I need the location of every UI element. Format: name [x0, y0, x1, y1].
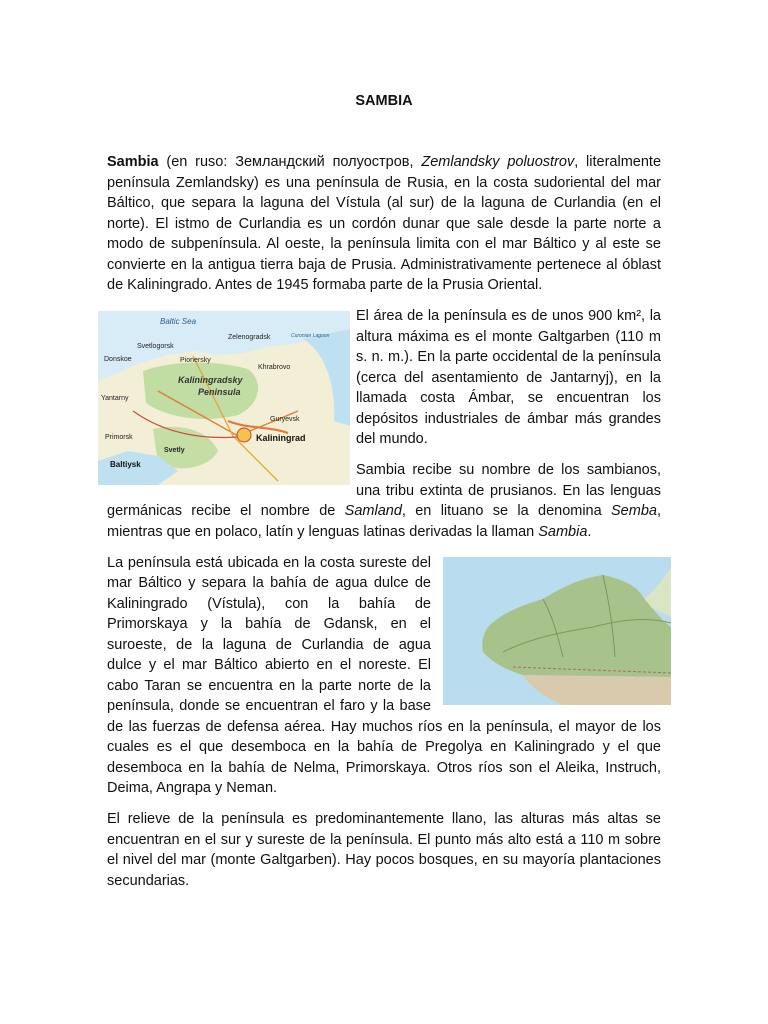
paragraph-name: Sambia recibe su nombre de los sambianos, una tribu extinta de prusianos. En las lenguas germánicas recibe el nombre de Samland, en lituano se la denomina Semba, mientras que en polaco, latín y lenguas latinas derivadas la llaman Sambia. — [107, 462, 661, 540]
paragraph-intro: Sambia (en ruso: Земландский полуостров, Zemlandsky poluostrov, literalmente península Zemlandsky) es una península de Rusia, en la costa sudoriental del mar Báltico, que separa la laguna del Vístula (al sur) de la laguna de Curlandia (en el norte). El istmo de Curlandia es un cordón dunar que sale desde la parte norte a modo de subpenínsula. Al oeste, la península limita con el mar Báltico y al este se convierte en la antigua tierra baja de Prusia. Administrativamente pertenece al óblast de Kaliningrado. Antes de 1945 formaba parte de la Prusia Oriental. Baltic Sea Curonian Lagoon Kaliningradsky Peninsula Svetlogorsk Zelenogradsk Donskoe Pionersky Khrabrovo Yantarny Guryevsk Primorsk Kaliningrad Svetly Baltiysk — [107, 152, 661, 296]
paragraph-area: El área de la península es de unos 900 km², la altura máxima es el monte Galtgarben (110 m s. n. m.). En la parte occidental de la península (cerca del asentamiento de Jantarnyj), en la llamada costa Ámbar, se encuentran los depósitos industriales de ámbar más grandes del mundo. — [356, 308, 661, 447]
svg-text:Svetlogorsk: Svetlogorsk — [137, 342, 174, 350]
term-sambia: Sambia — [107, 154, 159, 170]
document-title: SAMBIA — [355, 93, 413, 109]
document-body — [101, 152, 662, 902]
svg-text:Peninsula: Peninsula — [198, 386, 241, 397]
kaliningrad-peninsula-map — [98, 311, 350, 485]
svg-text:Zelenogradsk: Zelenogradsk — [228, 333, 271, 341]
svg-text:Guryevsk: Guryevsk — [270, 415, 300, 423]
svg-text:Yantarny: Yantarny — [101, 394, 129, 402]
relief-map — [443, 557, 671, 705]
svg-text:Pionersky: Pionersky — [180, 356, 211, 364]
paragraph-relief: El relieve de la península es predominantemente llano, las alturas más altas se encuentran en el sur y sureste de la península. El punto más alto está a 110 m sobre el nivel del mar (monte Galtgarben). Hay pocos bosques, en su mayoría plantaciones secundarias. — [107, 811, 661, 889]
svg-text:Kaliningradsky: Kaliningradsky — [178, 374, 243, 385]
svg-text:Baltic Sea: Baltic Sea — [160, 316, 197, 326]
svg-text:Svetly: Svetly — [164, 446, 185, 454]
svg-text:Donskoe: Donskoe — [104, 355, 132, 363]
paragraph-location: La península está ubicada en la costa sureste del mar Báltico y separa la bahía de agua dulce de Kaliningrado (Vístula), con la bahía de Primorskaya y la bahía de Gdansk, en el suroeste, de la laguna de Curlandia de agua dulce y el mar Báltico abierto en el noreste. El cabo Taran se encuentra en la parte norte de la península, donde se encuentran el faro y la base de las fuerzas de defensa aérea. Hay muchos ríos en la península, el mayor de los cuales es el que desemboca en la bahía de Pregolya en Kaliningrado y el que desemboca en la bahía de Nelma, Primorskaya. Otros ríos son el Aleika, Instruch, Deima, Angrapa y Neman. — [107, 553, 661, 799]
svg-text:Baltiysk: Baltiysk — [110, 459, 141, 469]
svg-text:Khrabrovo: Khrabrovo — [258, 363, 291, 371]
svg-text:Curonian Lagoon: Curonian Lagoon — [291, 332, 330, 339]
svg-text:Kaliningrad: Kaliningrad — [256, 432, 306, 443]
svg-text:Primorsk: Primorsk — [105, 433, 133, 441]
